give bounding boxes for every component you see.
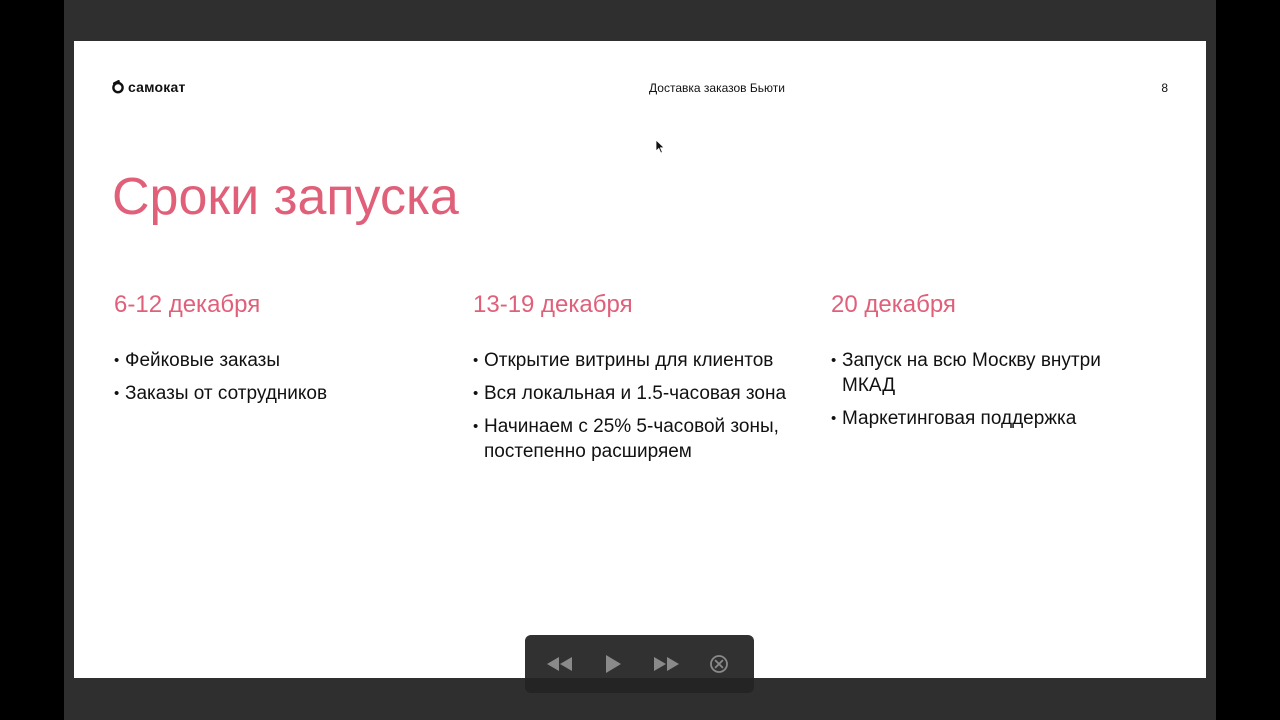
bullet-list — [831, 348, 1151, 431]
bullet-item: • Вся локальная и 1.5-часовая зона — [473, 381, 793, 406]
page-number: 8 — [1161, 81, 1168, 95]
column-2 — [473, 291, 793, 472]
column-heading: 6-12 декабря — [114, 291, 261, 318]
bullet-item: • Маркетинговая поддержка — [831, 406, 1151, 431]
player-controls — [525, 635, 754, 693]
play-button[interactable] — [597, 648, 629, 680]
bullet-item: • Открытие витрины для клиентов — [473, 348, 793, 373]
close-button[interactable] — [703, 648, 735, 680]
close-icon — [709, 654, 729, 674]
bullet-item: • Фейковые заказы — [114, 348, 434, 373]
fast-forward-icon — [652, 656, 680, 672]
column-1 — [114, 291, 434, 414]
slide-title: Сроки запуска — [112, 168, 459, 226]
bullet-list — [114, 348, 434, 406]
slide — [74, 41, 1206, 678]
bullet-item: • Заказы от сотрудников — [114, 381, 434, 406]
header-title: Доставка заказов Бьюти — [649, 81, 785, 95]
rewind-button[interactable] — [544, 648, 576, 680]
fast-forward-button[interactable] — [650, 648, 682, 680]
column-heading: 13-19 декабря — [473, 291, 633, 318]
bullet-item: • Запуск на всю Москву внутри МКАД — [831, 348, 1151, 398]
bullet-list — [473, 348, 793, 464]
column-3 — [831, 291, 1151, 439]
play-icon — [604, 654, 622, 674]
rewind-icon — [546, 656, 574, 672]
bullet-item: • Начинаем с 25% 5-часовой зоны, постепенно расширяем — [473, 414, 793, 464]
column-heading: 20 декабря — [831, 291, 956, 318]
mouse-cursor-icon — [655, 139, 665, 155]
logo-text: самокат — [128, 79, 186, 95]
